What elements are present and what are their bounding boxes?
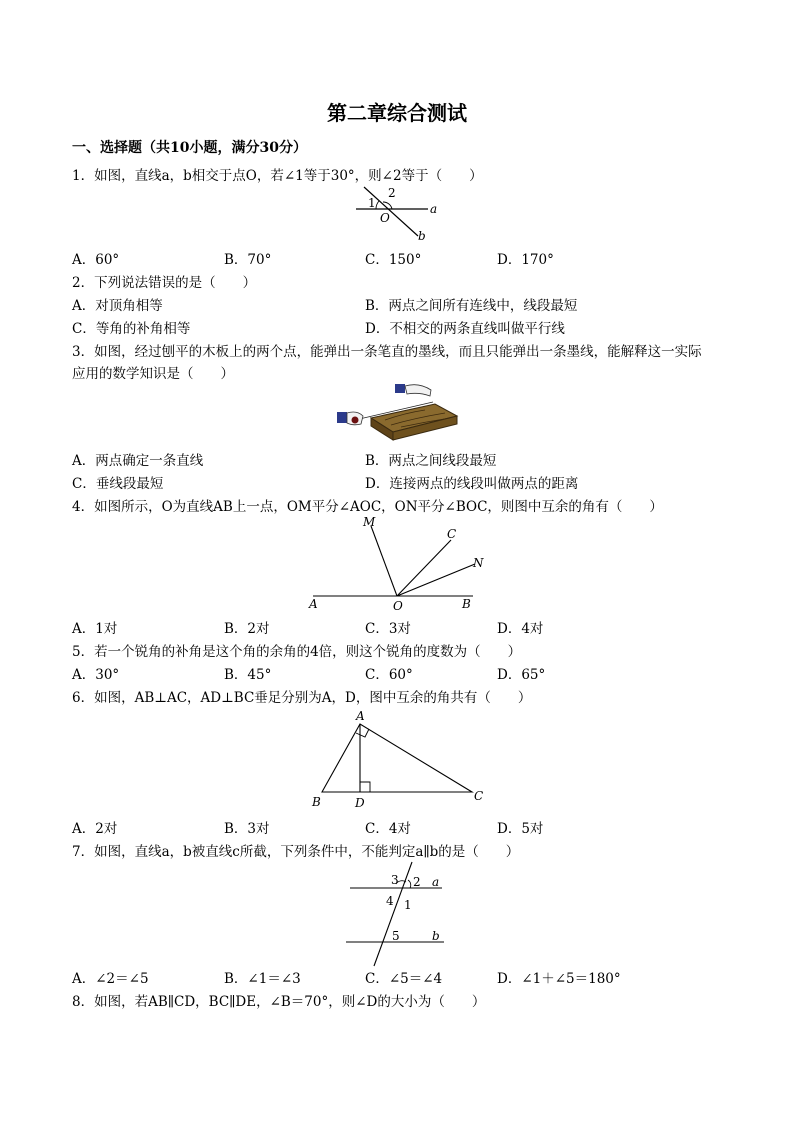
question-7-stem: 7．如图，直线a，b被直线c所截，下列条件中，不能判定a∥b的是（ ） <box>72 844 520 860</box>
fig1-label-2: 2 <box>388 186 396 200</box>
question-4-stem: 4．如图所示，O为直线AB上一点，OM平分∠AOC，ON平分∠BOC，则图中互余的角有（ ） <box>72 499 663 515</box>
fig6-label-d: D <box>355 796 365 810</box>
q3-option-c: C．垂线段最短 <box>72 476 164 492</box>
fig1-label-1: 1 <box>368 196 376 210</box>
q2-option-c: C．等角的补角相等 <box>72 321 191 337</box>
q7-option-a: A．∠2＝∠5 <box>72 971 149 987</box>
question-6-stem: 6．如图，AB⊥AC，AD⊥BC垂足分别为A，D，图中互余的角共有（ ） <box>72 690 532 706</box>
q2-option-a: A．对顶角相等 <box>72 298 163 314</box>
question-2-stem: 2．下列说法错误的是（ ） <box>72 275 257 291</box>
fig7-label-a: a <box>432 875 440 889</box>
fig4-label-a: A <box>309 597 318 611</box>
q4-option-c: C．3对 <box>365 621 411 637</box>
q2-option-b: B．两点之间所有连线中，线段最短 <box>365 298 578 314</box>
q5-option-a: A．30° <box>72 667 120 683</box>
q4-option-a: A．1对 <box>72 621 118 637</box>
q1-option-a: A．60° <box>72 252 120 268</box>
q3-option-d: D．连接两点的线段叫做两点的距离 <box>365 476 579 492</box>
question-3-stem-line2: 应用的数学知识是（ ） <box>72 366 234 382</box>
fig4-label-o: O <box>393 599 403 613</box>
fig7-label-2: 2 <box>413 875 421 889</box>
q5-option-d: D．65° <box>497 667 546 683</box>
fig1-label-b: b <box>418 229 426 243</box>
fig6-label-b: B <box>312 795 321 809</box>
fig6-label-c: C <box>474 789 484 803</box>
fig6-label-a: A <box>356 709 365 723</box>
figure-right-triangle-altitude <box>308 706 488 810</box>
fig7-label-1: 1 <box>404 898 412 912</box>
q6-option-d: D．5对 <box>497 821 544 837</box>
q6-option-c: C．4对 <box>365 821 411 837</box>
q1-option-b: B．70° <box>224 252 272 268</box>
question-5-stem: 5．若一个锐角的补角是这个角的余角的4倍，则这个锐角的度数为（ ） <box>72 644 522 660</box>
q6-option-b: B．3对 <box>224 821 270 837</box>
fig4-label-c: C <box>447 527 457 541</box>
q2-option-d: D．不相交的两条直线叫做平行线 <box>365 321 565 337</box>
q5-option-b: B．45° <box>224 667 272 683</box>
q4-option-b: B．2对 <box>224 621 270 637</box>
fig1-label-a: a <box>430 202 438 216</box>
q1-option-c: C．150° <box>365 252 422 268</box>
fig4-label-m: M <box>363 515 376 529</box>
q6-option-a: A．2对 <box>72 821 118 837</box>
section-heading: 一、选择题（共10小题，满分30分） <box>72 140 307 156</box>
figure-parallel-lines-transversal <box>340 858 460 968</box>
fig7-label-5: 5 <box>392 929 400 943</box>
page-title: 第二章综合测试 <box>327 101 467 125</box>
fig7-label-3: 3 <box>391 873 399 887</box>
fig4-label-n: N <box>473 556 484 570</box>
q3-option-b: B．两点之间线段最短 <box>365 453 497 469</box>
q7-option-d: D．∠1＋∠5＝180° <box>497 971 621 987</box>
q1-option-d: D．170° <box>497 252 554 268</box>
figure-wooden-board-chalk-line <box>335 380 460 442</box>
question-1-stem: 1．如图，直线a，b相交于点O，若∠1等于30°，则∠2等于（ ） <box>72 168 483 184</box>
q5-option-c: C．60° <box>365 667 413 683</box>
fig4-label-b: B <box>462 597 471 611</box>
question-3-stem-line1: 3．如图，经过刨平的木板上的两个点，能弹出一条笔直的墨线，而且只能弹出一条墨线，能解释这一实际 <box>72 344 702 360</box>
fig7-label-4: 4 <box>386 894 394 908</box>
q7-option-c: C．∠5＝∠4 <box>365 971 443 987</box>
q7-option-b: B．∠1＝∠3 <box>224 971 301 987</box>
fig7-label-b: b <box>432 929 440 943</box>
question-8-stem: 8．如图，若AB∥CD，BC∥DE，∠B＝70°，则∠D的大小为（ ） <box>72 994 486 1010</box>
figure-intersecting-lines-ab <box>350 184 450 244</box>
q3-option-a: A．两点确定一条直线 <box>72 453 204 469</box>
q4-option-d: D．4对 <box>497 621 544 637</box>
fig1-label-o: O <box>380 211 390 225</box>
figure-angle-bisectors <box>305 512 495 612</box>
